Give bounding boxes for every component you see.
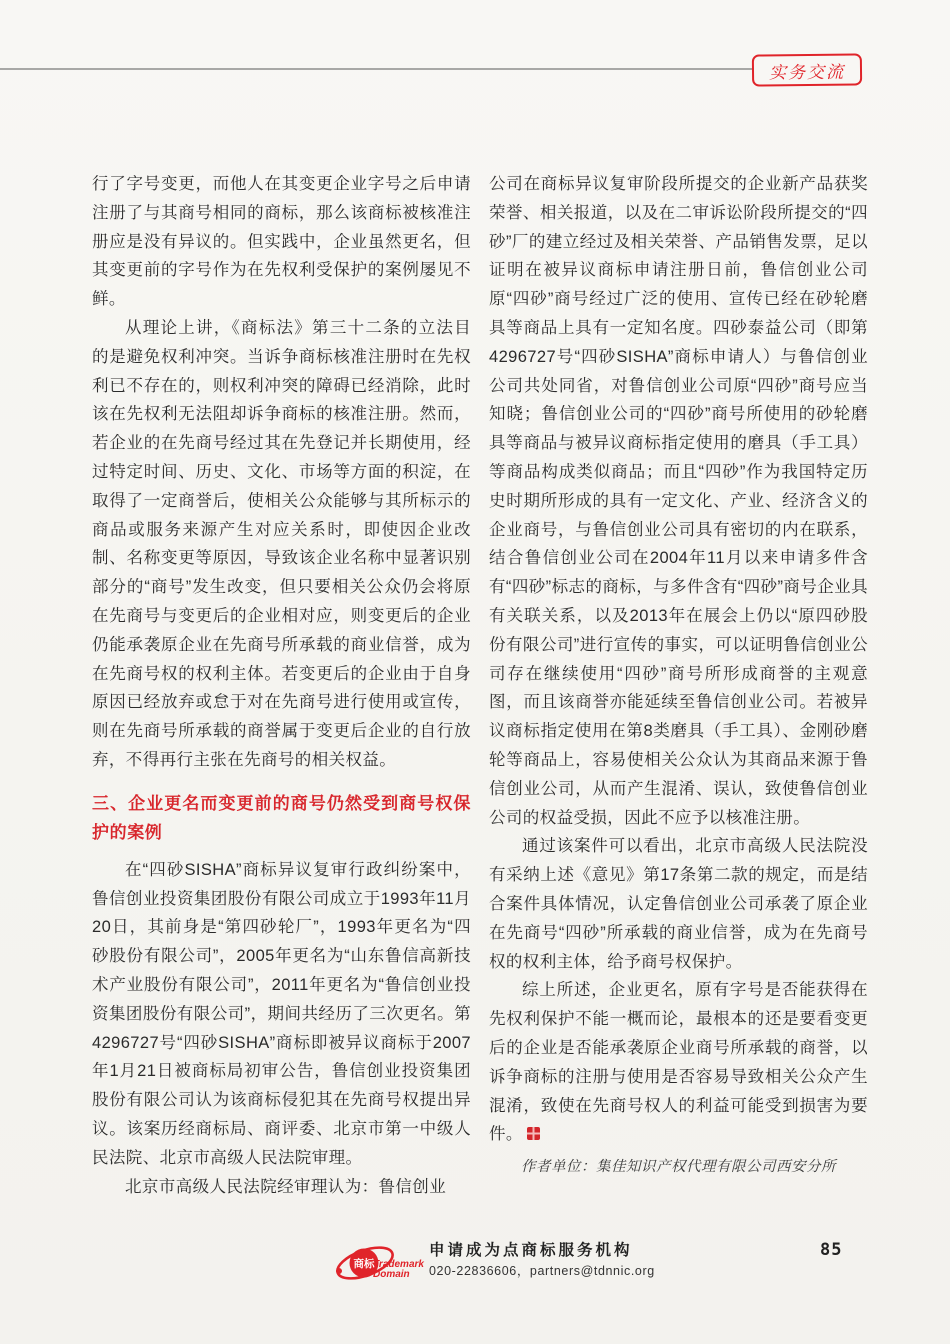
footer-text-block [429, 1238, 655, 1280]
article-body [92, 170, 868, 1201]
paragraph-court-opinion-continued: 公司在商标异议复审阶段所提交的企业新产品获奖荣誉、相关报道，以及在二审诉讼阶段所提交的“四砂”厂的建立经过及相关荣誉、产品销售发票，足以证明在被异议商标申请注册日前，鲁信创业公司原“四砂”商号经过广泛的使用、宣传已经在砂轮磨具等商品上具有一定知名度。四砂泰益公司（即第4296727号“四砂SISHA”商标申请人）与鲁信创业公司共处同省，对鲁信创业公司原“四砂”商号应当知晓；鲁信创业公司的“四砂”商号所使用的砂轮磨具等商品与被异议商标指定使用的磨具（手工具）等商品构成类似商品；而且“四砂”作为我国特定历史时期所形成的具有一定文化、产业、经济含义的企业商号，与鲁信创业公司具有密切的内在联系，结合鲁信创业公司在2004年11月以来申请多件含有“四砂”标志的商标，与多件含有“四砂”商号企业具有关联关系，以及2013年在展会上仍以“原四砂股份有限公司”进行宣传的事实，可以证明鲁信创业公司存在继续使用“四砂”商号所形成商誉的主观意图，而且该商誉亦能延续至鲁信创业公司。若被异议商标指定使用在第8类磨具（手工具）、金刚砂磨轮等商品上，容易使相关公众认为其商品来源于鲁信创业公司，从而产生混淆、误认，致使鲁信创业公司的权益受损，因此不应予以核准注册。 [489, 175, 868, 827]
section-tag-label: 实务交流 [768, 62, 846, 82]
trademark-domain-logo [335, 1238, 423, 1288]
paragraph-analysis: 通过该案件可以看出，北京市高级人民法院没有采纳上述《意见》第17条第二款的规定，而是结合案件具体情况，认定鲁信创业公司承袭了原企业在先商号“四砂”所承载的商业信誉，成为在先商号权的权利主体，给予商号权保护。 [489, 837, 868, 971]
paragraph-case-intro: 在“四砂SISHA”商标异议复审行政纠纷案中，鲁信创业投资集团股份有限公司成立于1993年11月20日，其前身是“第四砂轮厂”，1993年更名为“四砂股份有限公司”，2005年更名为“山东鲁信高新技术产业股份有限公司”，2011年更名为“鲁信创业投资集团股份有限公司”，期间共经历了三次更名。第4296727号“四砂SISHA”商标即被异议商标于2007年1月21日被商标局初审公告，鲁信创业投资集团股份有限公司认为该商标侵犯其在先商号权提出异议。该案历经商标局、商评委、北京市第一中级人民法院、北京市高级人民法院审理。 [92, 860, 471, 1167]
page-number: 85 [820, 1240, 843, 1260]
svg-text:商标: 商标 [353, 1258, 375, 1270]
header-divider-line [0, 68, 752, 70]
left-column [92, 170, 471, 1201]
paragraph-conclusion [489, 976, 868, 1149]
logo-english-line2: Domain [373, 1269, 410, 1280]
section-tag-badge [752, 53, 862, 86]
author-affiliation: 作者单位：集佳知识产权代理有限公司西安分所 [521, 1159, 836, 1176]
footer [335, 1238, 655, 1288]
paragraph-court-opinion-start: 北京市高级人民法院经审理认为：鲁信创业 [125, 1177, 447, 1196]
right-column [489, 170, 868, 1201]
conclusion-text: 综上所述，企业更名，原有字号是否能获得在先权利保护不能一概而论，最根本的还是要看变更后的企业是否能承袭原企业商号所承载的商誉，以诉争商标的注册与使用是否容易导致相关公众产生混淆，致使在先商号权人的利益可能受到损害为要件。 [489, 981, 868, 1144]
section-heading: 三、企业更名而变更前的商号仍然受到商号权保护的案例 [92, 793, 471, 842]
footer-contact-line: 020-22836606，partners@tdnnic.org [429, 1264, 655, 1278]
article-end-stamp-icon [527, 1127, 540, 1140]
paragraph-continuation: 行了字号变更，而他人在其变更企业字号之后申请注册了与其商号相同的商标，那么该商标被核准注册应是没有异议的。但实践中，企业虽然更名，但其变更前的字号作为在先权利受保护的案例屡见不鲜。 [92, 175, 471, 309]
logo-english-wordmark [373, 1260, 424, 1280]
footer-service-line: 申请成为点商标服务机构 [429, 1242, 633, 1259]
paragraph-theory: 从理论上讲，《商标法》第三十二条的立法目的是避免权利冲突。当诉争商标核准注册时在先权利已不存在的，则权利冲突的障碍已经消除，此时该在先权利无法阻却诉争商标的核准注册。然而，若企业的在先商号经过其在先登记并长期使用，经过特定时间、历史、文化、市场等方面的积淀，在取得了一定商誉后，使相关公众能够与其所标示的商品或服务来源产生对应关系时，即使因企业改制、名称变更等原因，导致该企业名称中显著识别部分的“商号”发生改变，但只要相关公众仍会将原在先商号与变更后的企业相对应，则变更后的企业仍能承袭原企业在先商号所承载的商业信誉，成为在先商号权的权利主体。若变更后的企业由于自身原因已经放弃或怠于对在先商号进行使用或宣传，则在先商号所承载的商誉属于变更后企业的自行放弃，不得再行主张在先商号的相关权益。 [92, 318, 471, 769]
logo-english-line1: Trademark [373, 1259, 424, 1270]
